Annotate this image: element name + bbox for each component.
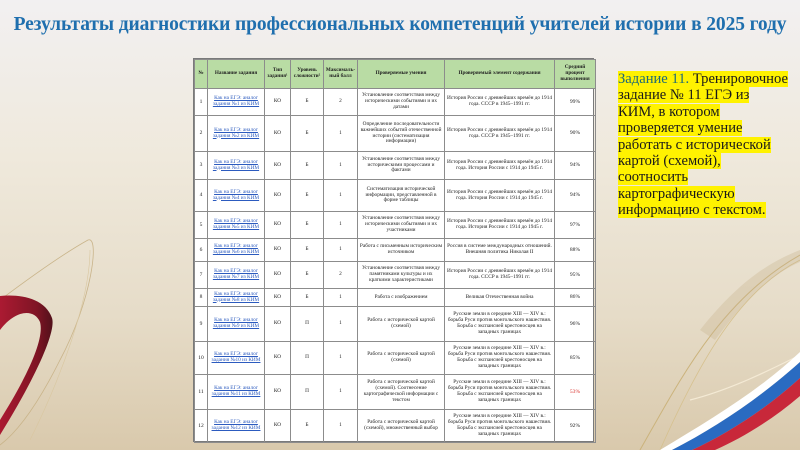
- row-number: 3: [195, 152, 208, 180]
- task-type: КО: [265, 307, 291, 342]
- content-element: История России с древнейших времён до 1914 года. СССР в 1945–1991 гг.: [445, 89, 555, 116]
- avg-percent-low: 53%: [555, 375, 596, 410]
- header-skills: Проверяемые умения: [358, 60, 445, 89]
- content-element: История России с древнейших времён до 1914 года. История России с 1914 до 1945 г.: [445, 152, 555, 180]
- task-type: КО: [265, 212, 291, 239]
- header-task-name: Название задания: [208, 60, 265, 89]
- skill: Установление соответствия между историческими событиями и их датами: [358, 89, 445, 116]
- table-row: [195, 89, 596, 116]
- task-link[interactable]: Как на ЕГЭ: аналог задания №7 из КИМ: [212, 268, 260, 280]
- difficulty: Б: [291, 89, 324, 116]
- row-number: 7: [195, 262, 208, 289]
- task-link[interactable]: Как на ЕГЭ: аналог задания №4 из КИМ: [212, 188, 260, 201]
- task-link[interactable]: Как на ЕГЭ: аналог задания №11 из КИМ: [211, 385, 261, 397]
- task-link[interactable]: Как на ЕГЭ: аналог задания №9 из КИМ: [212, 317, 260, 329]
- task-11-note-lead: Задание 11.: [618, 71, 690, 87]
- task-type: КО: [265, 410, 291, 443]
- results-table: [193, 58, 594, 442]
- difficulty: Б: [291, 212, 324, 239]
- max-score: 1: [324, 116, 358, 152]
- task-type: КО: [265, 89, 291, 116]
- skill: Установление соответствия между историческими событиями и их участниками: [358, 212, 445, 239]
- table-row: [195, 152, 596, 180]
- table-row: [195, 180, 596, 212]
- content-element: История России с древнейших времён до 1914 года. СССР в 1945–1991 гг.: [445, 116, 555, 152]
- table-row: [195, 307, 596, 342]
- content-element: Русские земли в середине XIII — XIV в.: борьба Руси против монгольского нашествия. Борьба с экспансией крестоносцев на западных границах: [445, 342, 555, 375]
- header-content: Проверяемый элемент содержания: [445, 60, 555, 89]
- content-element: Русские земли в середине XIII — XIV в.: борьба Руси против монгольского нашествия. Борьба с экспансией крестоносцев на западных границах: [445, 410, 555, 443]
- row-number: 2: [195, 116, 208, 152]
- difficulty: Б: [291, 410, 324, 443]
- max-score: 2: [324, 89, 358, 116]
- max-score: 1: [324, 152, 358, 180]
- table-row: [195, 262, 596, 289]
- content-element: Русские земли в середине XIII — XIV в.: борьба Руси против монгольского нашествия. Борьба с экспансией крестоносцев на западных границах: [445, 307, 555, 342]
- avg-percent: 85%: [555, 342, 596, 375]
- task-link[interactable]: Как на ЕГЭ: аналог задания №3 из КИМ: [212, 158, 260, 171]
- table-row: [195, 212, 596, 239]
- row-number: 8: [195, 289, 208, 307]
- task-11-note-text: Тренировочное задание № 11 ЕГЭ из КИМ, в котором проверяется умение работать с исторической картой (схемой), соотносить картографическую информацию с текстом.: [618, 71, 788, 219]
- table-row: [195, 342, 596, 375]
- max-score: 2: [324, 262, 358, 289]
- content-element: Великая Отечественная война: [445, 289, 555, 307]
- table-row: [195, 410, 596, 443]
- difficulty: Б: [291, 239, 324, 262]
- avg-percent: 97%: [555, 212, 596, 239]
- task-type: КО: [265, 239, 291, 262]
- content-element: Русские земли в середине XIII — XIV в.: борьба Руси против монгольского нашествия. Борьба с экспансией крестоносцев на западных границах: [445, 375, 555, 410]
- avg-percent: 99%: [555, 89, 596, 116]
- skill: Работа с исторической картой (схемой): [358, 342, 445, 375]
- max-score: 1: [324, 239, 358, 262]
- skill: Работа с исторической картой (схемой): [358, 307, 445, 342]
- max-score: 1: [324, 289, 358, 307]
- header-difficulty: Уровень сложности²: [291, 60, 324, 89]
- content-element: Россия в системе международных отношений. Внешняя политика Николая II: [445, 239, 555, 262]
- task-type: КО: [265, 180, 291, 212]
- skill: Работа с исторической картой (схемой), множественный выбор: [358, 410, 445, 443]
- max-score: 1: [324, 212, 358, 239]
- table-header-row: [195, 60, 596, 89]
- skill: Работа с исторической картой (схемой). Соотнесение картографической информации с текстом: [358, 375, 445, 410]
- content-element: История России с древнейших времён до 1914 года. СССР в 1945–1991 гг.: [445, 262, 555, 289]
- avg-percent: 92%: [555, 410, 596, 443]
- task-link[interactable]: Как на ЕГЭ: аналог задания №6 из КИМ: [212, 243, 260, 255]
- difficulty: Б: [291, 262, 324, 289]
- skill: Работа с изображением: [358, 289, 445, 307]
- max-score: 1: [324, 180, 358, 212]
- table-row: [195, 116, 596, 152]
- row-number: 9: [195, 307, 208, 342]
- table-row: [195, 289, 596, 307]
- difficulty: Б: [291, 289, 324, 307]
- page-title: Результаты диагностики профессиональных компетенций учителей истории в 2025 году: [13, 14, 787, 35]
- max-score: 1: [324, 307, 358, 342]
- avg-percent: 94%: [555, 152, 596, 180]
- avg-percent: 86%: [555, 289, 596, 307]
- row-number: 6: [195, 239, 208, 262]
- avg-percent: 90%: [555, 116, 596, 152]
- task-type: КО: [265, 116, 291, 152]
- header-task-type: Тип задания¹: [265, 60, 291, 89]
- row-number: 1: [195, 89, 208, 116]
- task-type: КО: [265, 342, 291, 375]
- avg-percent: 96%: [555, 307, 596, 342]
- skill: Установление соответствия между памятниками культуры и их краткими характеристиками: [358, 262, 445, 289]
- row-number: 12: [195, 410, 208, 443]
- task-type: КО: [265, 289, 291, 307]
- task-11-note: [618, 71, 788, 219]
- table-row: [195, 375, 596, 410]
- difficulty: Б: [291, 116, 324, 152]
- difficulty: П: [291, 375, 324, 410]
- skill: Работа с письменным историческим источником: [358, 239, 445, 262]
- task-link[interactable]: Как на ЕГЭ: аналог задания №12 из КИМ: [211, 419, 261, 431]
- difficulty: Б: [291, 180, 324, 212]
- row-number: 4: [195, 180, 208, 212]
- avg-percent: 94%: [555, 180, 596, 212]
- task-type: КО: [265, 152, 291, 180]
- header-number: №: [195, 60, 208, 89]
- max-score: 1: [324, 375, 358, 410]
- task-link[interactable]: Как на ЕГЭ: аналог задания №1 из КИМ: [212, 95, 260, 107]
- avg-percent: 88%: [555, 239, 596, 262]
- content-element: История России с древнейших времён до 1914 года. История России с 1914 до 1945 г.: [445, 180, 555, 212]
- row-number: 10: [195, 342, 208, 375]
- header-max-score: Максималь-ный балл: [324, 60, 358, 89]
- difficulty: П: [291, 307, 324, 342]
- task-link[interactable]: Как на ЕГЭ: аналог задания №5 из КИМ: [212, 218, 260, 230]
- skill: Определение последовательности важнейших событий отечественной истории (систематизация информации): [358, 116, 445, 152]
- difficulty: П: [291, 342, 324, 375]
- row-number: 5: [195, 212, 208, 239]
- table-row: [195, 239, 596, 262]
- skill: Систематизация исторической информации, представленной в форме таблицы: [358, 180, 445, 212]
- max-score: 1: [324, 410, 358, 443]
- content-element: История России с древнейших времён до 1914 года. История России с 1914 до 1945 г.: [445, 212, 555, 239]
- header-avg-percent: Средний процент выполнения: [555, 60, 596, 89]
- task-link[interactable]: Как на ЕГЭ: аналог задания №10 из КИМ: [211, 351, 261, 363]
- row-number: 11: [195, 375, 208, 410]
- avg-percent: 95%: [555, 262, 596, 289]
- task-type: КО: [265, 375, 291, 410]
- max-score: 1: [324, 342, 358, 375]
- task-link[interactable]: Как на ЕГЭ: аналог задания №8 из КИМ: [212, 290, 260, 303]
- task-type: КО: [265, 262, 291, 289]
- skill: Установление соответствия между историческими процессами и фактами: [358, 152, 445, 180]
- difficulty: Б: [291, 152, 324, 180]
- task-link[interactable]: Как на ЕГЭ: аналог задания №2 из КИМ: [212, 126, 260, 139]
